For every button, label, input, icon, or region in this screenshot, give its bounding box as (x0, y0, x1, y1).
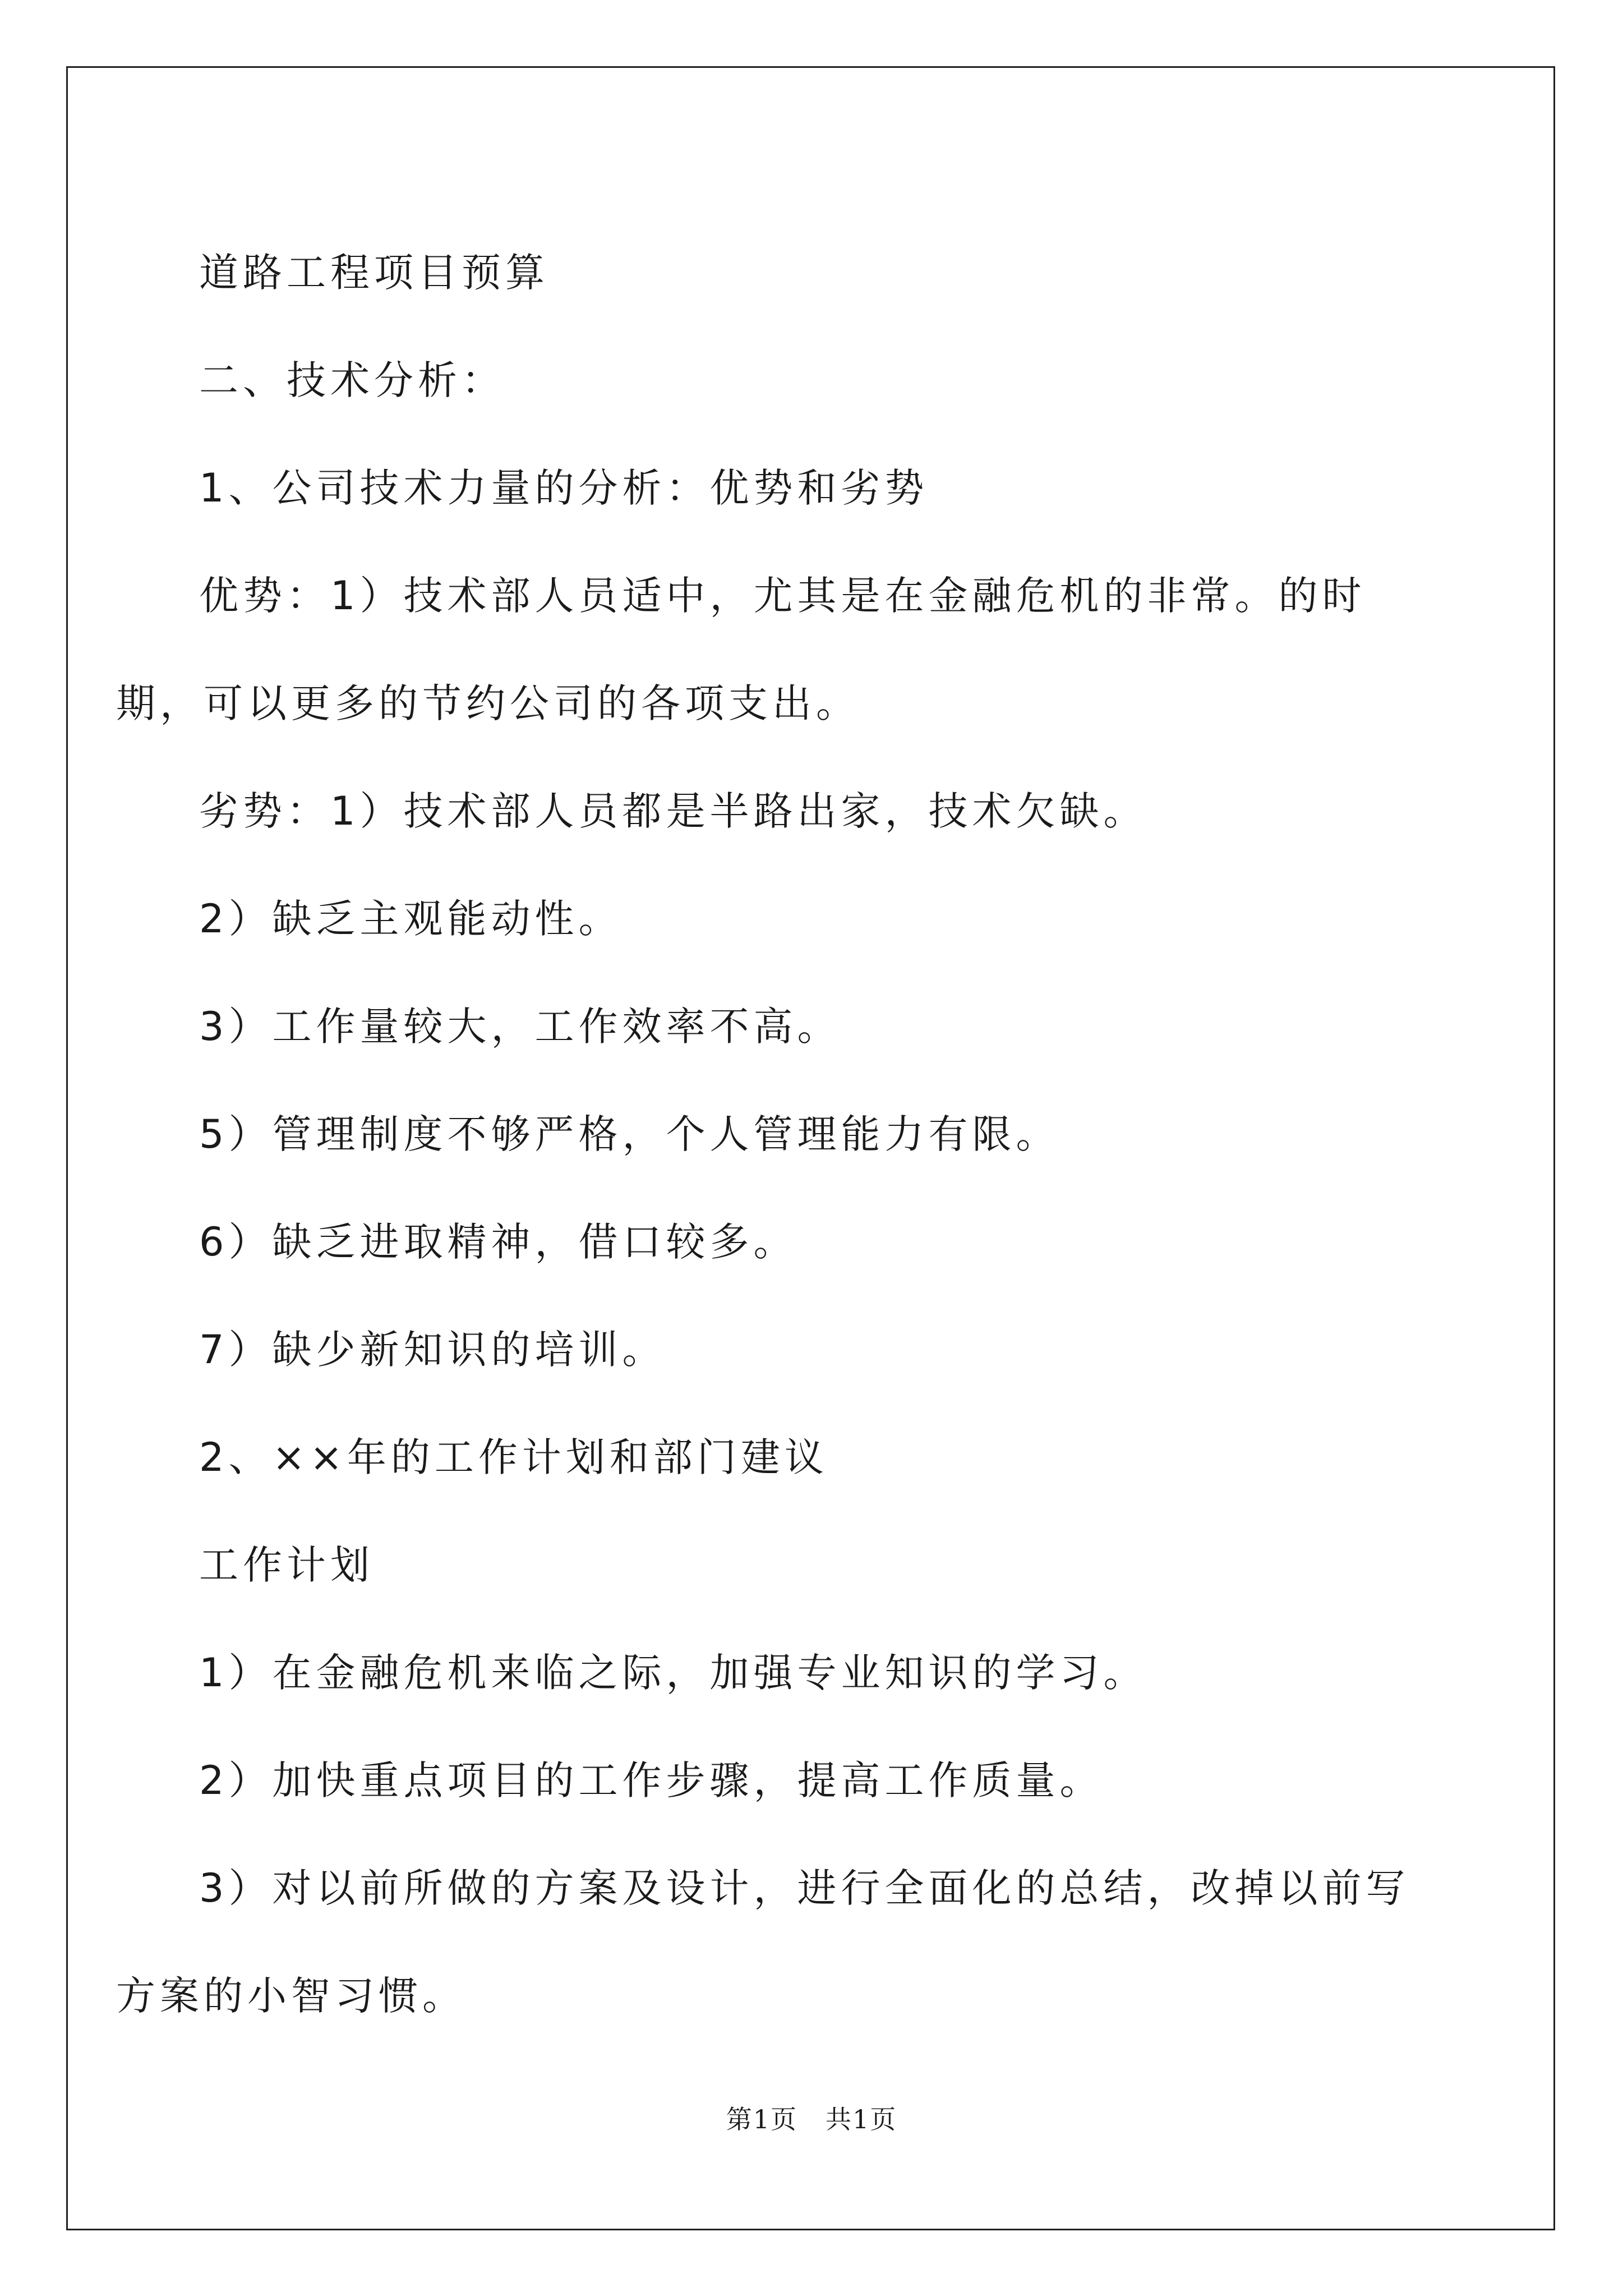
paragraph: 2）缺乏主观能动性。 (199, 896, 623, 942)
paragraph: 1）在金融危机来临之际，加强专业知识的学习。 (199, 1650, 1147, 1696)
paragraph: 劣势：1）技术部人员都是半路出家，技术欠缺。 (199, 788, 1147, 834)
paragraph: 工作计划 (199, 1542, 374, 1588)
document-body (116, 219, 1453, 2050)
paragraph: 3）对以前所做的方案及设计，进行全面化的总结，改掉以前写方案的小智习惯。 (116, 1865, 1410, 2019)
paragraph: 2、××年的工作计划和部门建议 (199, 1434, 828, 1480)
paragraph: 5）管理制度不够严格，个人管理能力有限。 (199, 1111, 1060, 1157)
paragraph: 优势：1）技术部人员适中，尤其是在金融危机的非常。的时期，可以更多的节约公司的各项支出。 (116, 573, 1366, 726)
paragraph: 2）加快重点项目的工作步骤，提高工作质量。 (199, 1757, 1104, 1803)
page-number: 第1页 (726, 2104, 798, 2134)
paragraph: 7）缺少新知识的培训。 (199, 1327, 666, 1373)
page-footer (0, 2099, 1623, 2136)
text-block (116, 219, 1453, 2050)
document-title: 道路工程项目预算 (199, 250, 549, 296)
page-total: 共1页 (825, 2104, 897, 2134)
paragraph: 3）工作量较大，工作效率不高。 (199, 1004, 841, 1050)
paragraph: 1、公司技术力量的分析：优势和劣势 (199, 465, 929, 511)
paragraph: 6）缺乏进取精神，借口较多。 (199, 1219, 797, 1265)
paragraph: 二、技术分析： (199, 357, 505, 403)
